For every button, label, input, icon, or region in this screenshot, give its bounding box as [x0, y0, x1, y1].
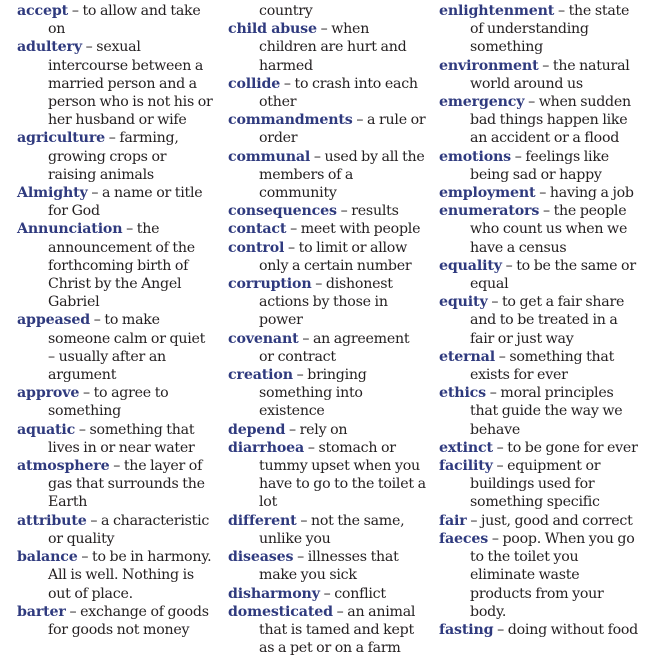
glossary-definition: to make someone calm or quiet – usually after an argument [48, 312, 206, 384]
glossary-entry [439, 457, 639, 512]
glossary-entry [439, 512, 639, 530]
glossary-column-1 [17, 2, 213, 639]
glossary-term: enlightenment [439, 3, 555, 19]
glossary-definition: when children are hurt and harmed [259, 21, 407, 74]
glossary-term: control [228, 239, 285, 256]
term-separator: – [87, 185, 103, 202]
glossary-term: emotions [439, 148, 512, 165]
glossary-entry [17, 384, 213, 420]
term-separator: – [336, 203, 352, 220]
glossary-definition: to allow and take on [48, 3, 201, 38]
term-separator: – [284, 239, 299, 256]
term-separator: – [292, 367, 308, 384]
glossary-term: atmosphere [17, 458, 110, 475]
glossary-definition: an animal that is tamed and kept as a pet or on a farm [259, 603, 416, 657]
glossary-entry [228, 275, 426, 330]
glossary-entry [228, 421, 426, 439]
glossary-entry [439, 621, 639, 639]
glossary-term: consequences [228, 203, 337, 220]
term-separator: – [86, 512, 102, 529]
term-separator: – [310, 148, 325, 165]
glossary-entry [439, 530, 639, 621]
glossary-entry [228, 239, 426, 275]
glossary-entry [17, 220, 213, 311]
glossary-entry [17, 2, 213, 38]
glossary-term: employment [439, 185, 536, 202]
term-separator: – [90, 312, 105, 329]
glossary-entry [439, 148, 639, 184]
glossary-term: fair [439, 512, 467, 529]
term-separator: – [501, 257, 517, 274]
glossary-definition: a characteristic or quality [48, 512, 210, 547]
glossary-term: facility [439, 458, 493, 475]
glossary-definition: farming, growing crops or raising animals [48, 130, 179, 183]
glossary-term: agriculture [17, 130, 106, 147]
glossary-definition: to be gone for ever [507, 439, 638, 456]
glossary-definition: an agreement or contract [259, 330, 410, 365]
glossary-definition: the natural world around us [470, 57, 630, 92]
glossary-definition: having a job [549, 185, 634, 202]
glossary-definition: dishonest actions by those in power [259, 276, 393, 329]
glossary-term: commandments [228, 112, 353, 129]
glossary-entry [17, 311, 213, 384]
glossary-entry [228, 111, 426, 147]
glossary-definition: the announcement of the forthcoming birth of Christ by the Angel Gabriel [48, 221, 195, 311]
glossary-entry [228, 202, 426, 220]
term-separator: – [352, 112, 368, 129]
glossary-definition: when sudden bad things happen like an accident or a flood [470, 94, 631, 147]
glossary-term: corruption [228, 276, 312, 293]
glossary-entry [439, 2, 639, 57]
term-separator: – [68, 3, 83, 19]
term-separator: – [311, 276, 326, 293]
term-separator: – [122, 221, 137, 238]
term-separator: – [285, 421, 300, 438]
term-separator: – [304, 439, 319, 456]
glossary-entry [228, 20, 426, 75]
term-separator: – [316, 21, 332, 38]
glossary-entry [228, 2, 426, 20]
glossary-term: approve [17, 385, 80, 402]
term-separator: – [492, 439, 508, 456]
glossary-term: faeces [439, 530, 489, 547]
glossary-term: barter [17, 603, 66, 620]
glossary-definition: to limit or allow only a certain number [259, 239, 412, 274]
glossary-entry [17, 548, 213, 603]
glossary-entry [228, 220, 426, 238]
term-separator: – [75, 421, 90, 438]
glossary-term: disharmony [228, 585, 320, 602]
glossary-definition: not the same, unlike you [259, 512, 405, 547]
glossary-term: collide [228, 75, 281, 92]
glossary-definition: a name or title for God [48, 185, 203, 220]
glossary-definition: rely on [299, 421, 348, 438]
glossary-term: equity [439, 294, 488, 311]
glossary-term: emergency [439, 94, 525, 111]
glossary-definition: poop. When you go to the toilet you eliminate waste products from your body. [470, 530, 635, 620]
glossary-entry [17, 603, 213, 639]
term-separator: – [511, 148, 526, 165]
glossary-term: different [228, 512, 297, 529]
glossary-term: diseases [228, 549, 294, 566]
glossary-definition: meet with people [300, 221, 421, 238]
glossary-term: eternal [439, 348, 495, 365]
glossary-definition: feelings like being sad or happy [470, 148, 609, 183]
term-separator: – [105, 130, 120, 147]
glossary-definition: to be the same or equal [470, 257, 636, 293]
glossary-definition: bringing something into existence [259, 367, 367, 420]
term-separator: – [81, 39, 97, 56]
glossary-entry [439, 93, 639, 148]
glossary-entry [228, 585, 426, 603]
glossary-entry [439, 257, 639, 293]
term-separator: – [466, 512, 481, 529]
glossary-definition: conflict [334, 585, 386, 602]
glossary-term: ethics [439, 385, 487, 402]
glossary-term: creation [228, 367, 293, 384]
glossary-entry [228, 148, 426, 203]
glossary-term: diarrhoea [228, 439, 305, 456]
glossary-entry [439, 348, 639, 384]
glossary-term: Annunciation [17, 221, 123, 238]
glossary-term: contact [228, 221, 287, 238]
glossary-entry [228, 366, 426, 421]
glossary-entry [439, 202, 639, 257]
glossary-definition: to agree to something [48, 385, 169, 420]
term-separator: – [79, 385, 94, 402]
glossary-term: adultery [17, 39, 82, 56]
glossary-definition: results [351, 203, 399, 220]
term-separator: – [293, 549, 308, 566]
term-separator: – [286, 221, 301, 238]
glossary-entry [228, 512, 426, 548]
term-separator: – [280, 75, 295, 92]
glossary-term: communal [228, 148, 311, 165]
glossary-definition: country [259, 3, 313, 19]
glossary-entry [228, 75, 426, 111]
glossary-term: covenant [228, 330, 299, 347]
glossary-term: environment [439, 57, 539, 74]
glossary-definition: something that exists for ever [470, 348, 615, 384]
glossary-definition: exchange of goods for goods not money [48, 603, 209, 638]
glossary-entry [228, 330, 426, 366]
glossary-term: appeased [17, 312, 90, 329]
glossary-definition: just, good and correct [480, 512, 633, 529]
term-separator: – [298, 330, 313, 347]
glossary-definition: moral principles that guide the way we behave [470, 385, 623, 438]
glossary-term: depend [228, 421, 286, 438]
glossary-definition: stomach or tummy upset when you have to go to the toilet a lot [259, 439, 426, 511]
glossary-definition: the state of understanding something [470, 3, 630, 56]
glossary-definition: a rule or order [259, 112, 426, 147]
glossary-entry [17, 512, 213, 548]
glossary-term: domesticated [228, 603, 333, 620]
glossary-definition: to get a fair share and to be treated in a fair or just way [470, 294, 625, 347]
glossary-entry [228, 548, 426, 584]
glossary-entry [439, 384, 639, 439]
glossary-definition: something that lives in or near water [48, 421, 195, 456]
term-separator: – [524, 94, 539, 111]
term-separator: – [296, 512, 311, 529]
glossary-entry [17, 129, 213, 184]
term-separator: – [492, 458, 508, 475]
term-separator: – [332, 603, 348, 620]
glossary-definition: doing without food [507, 621, 639, 638]
glossary-entry [439, 184, 639, 202]
term-separator: – [486, 385, 501, 402]
glossary-entry [439, 439, 639, 457]
term-separator: – [535, 185, 550, 202]
glossary-entry [17, 421, 213, 457]
term-separator: – [487, 294, 502, 311]
glossary-entry [228, 603, 426, 657]
glossary-term: Almighty [17, 185, 88, 202]
glossary-term: child abuse [228, 21, 317, 38]
glossary-definition: the people who count us when we have a census [470, 203, 628, 256]
term-separator: – [488, 530, 503, 547]
term-separator: – [77, 549, 93, 566]
term-separator: – [554, 3, 569, 19]
glossary-term: extinct [439, 439, 493, 456]
glossary-definition: to crash into each other [259, 75, 418, 111]
term-separator: – [319, 585, 335, 602]
glossary-definition: the layer of gas that surrounds the Earth [48, 458, 205, 511]
term-separator: – [494, 348, 510, 365]
glossary-entry [228, 439, 426, 512]
term-separator: – [538, 57, 553, 74]
glossary-entry [17, 38, 213, 129]
glossary-term: equality [439, 257, 502, 274]
glossary-term: attribute [17, 512, 87, 529]
glossary-definition: illnesses that make you sick [259, 549, 399, 584]
glossary-term: aquatic [17, 421, 76, 438]
glossary-entry [17, 457, 213, 512]
glossary-term: accept [17, 3, 69, 19]
term-separator: – [65, 603, 81, 620]
glossary-term: balance [17, 549, 78, 566]
glossary-term: fasting [439, 621, 494, 638]
glossary-definition: equipment or buildings used for something specific [470, 458, 601, 511]
glossary-term: enumerators [439, 203, 540, 220]
term-separator: – [539, 203, 554, 220]
glossary-definition: to be in harmony. All is well. Nothing is out of place. [48, 549, 212, 602]
glossary-definition: used by all the members of a community [259, 148, 425, 202]
glossary-entry [439, 57, 639, 93]
glossary-column-2 [228, 2, 426, 657]
glossary-definition: sexual intercourse between a married person and a person who is not his or her husband or wife [48, 39, 213, 129]
term-separator: – [109, 458, 124, 475]
glossary-entry [17, 184, 213, 220]
glossary-entry [439, 293, 639, 348]
glossary-column-3 [439, 2, 639, 639]
term-separator: – [493, 621, 508, 638]
